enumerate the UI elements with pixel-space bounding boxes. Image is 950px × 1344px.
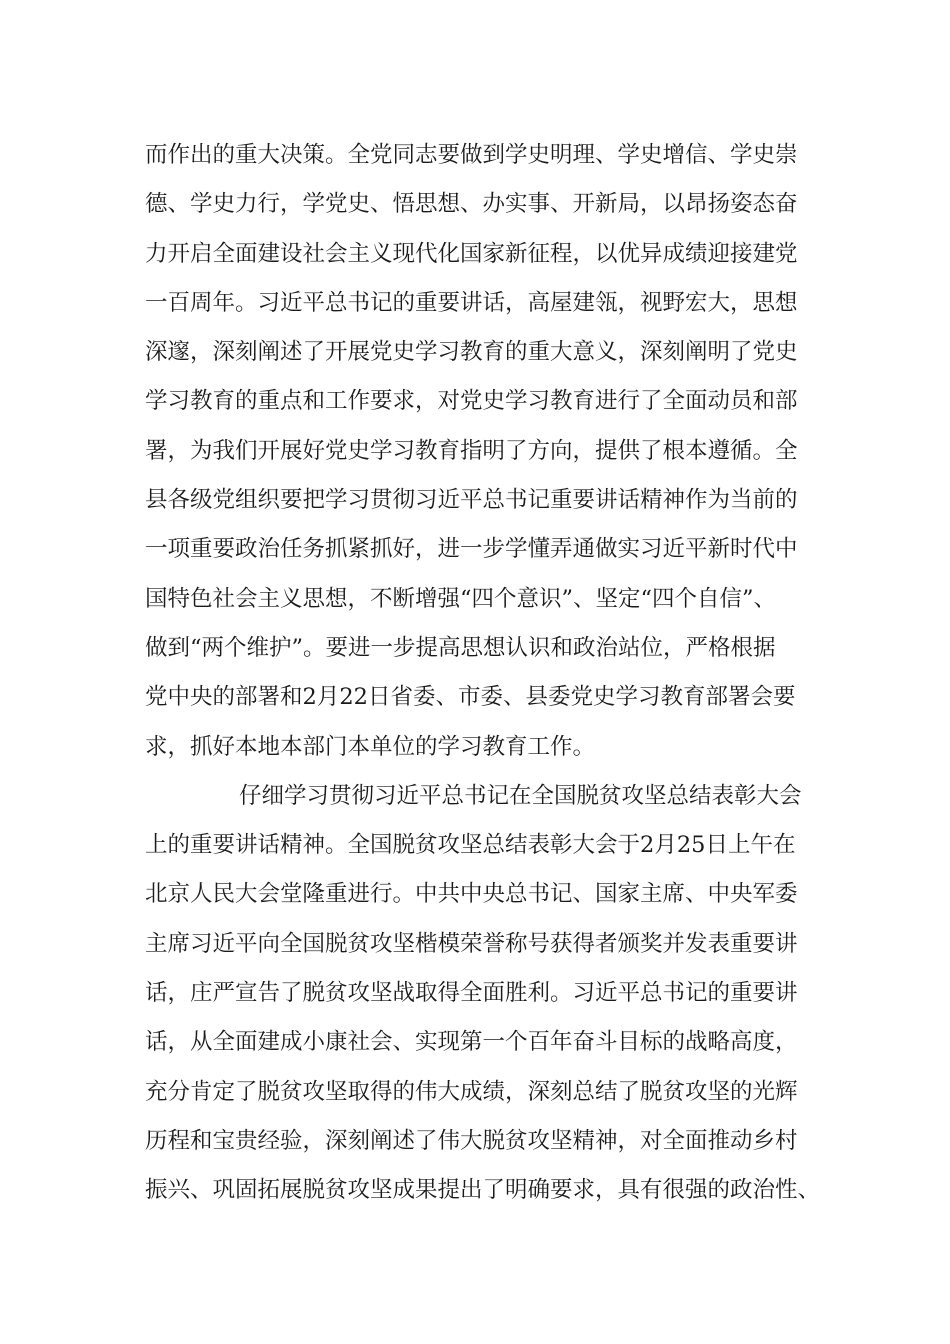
text-line: 力开启全面建设社会主义现代化国家新征程，以优异成绩迎接建党: [145, 240, 798, 267]
text-line: 深邃，深刻阐述了开展党史学习教育的重大意义，深刻阐明了党史: [145, 339, 798, 366]
text-line: 求，抓好本地本部门本单位的学习教育工作。: [145, 733, 596, 760]
text-line: 历程和宝贵经验，深刻阐述了伟大脱贫攻坚精神，对全面推动乡村: [145, 1127, 798, 1154]
paragraph: [145, 131, 825, 772]
text-line: 而作出的重大决策。全党同志要做到学史明理、学史增信、学史崇: [145, 142, 798, 168]
paragraph: [145, 772, 825, 1216]
text-line: 充分肯定了脱贫攻坚取得的伟大成绩，深刻总结了脱贫攻坚的光辉: [145, 1078, 798, 1105]
text-line: 县各级党组织要把学习贯彻习近平总书记重要讲话精神作为当前的: [145, 487, 798, 514]
text-line: 德、学史力行，学党史、悟思想、办实事、开新局，以昂扬姿态奋: [145, 191, 798, 218]
text-line: 振兴、巩固拓展脱贫攻坚成果提出了明确要求，具有很强的政治性、: [145, 1177, 821, 1204]
text-line: 做到“两个维护”。要进一步提高思想认识和政治站位，严格根据: [145, 634, 776, 661]
text-line: 仔细学习贯彻习近平总书记在全国脱贫攻坚总结表彰大会: [239, 782, 802, 809]
text-line: 北京人民大会堂隆重进行。中共中央总书记、国家主席、中央军委: [145, 881, 798, 908]
text-line: 话，庄严宣告了脱贫攻坚战取得全面胜利。习近平总书记的重要讲: [145, 980, 798, 1007]
text-line: 党中央的部署和2月22日省委、市委、县委党史学习教育部署会要: [145, 684, 796, 711]
text-line: 主席习近平向全国脱贫攻坚楷模荣誉称号获得者颁奖并发表重要讲: [145, 930, 798, 957]
text-line: 一百周年。习近平总书记的重要讲话，高屋建瓴，视野宏大，思想: [145, 289, 798, 316]
text-line: 一项重要政治任务抓紧抓好，进一步学懂弄通做实习近平新时代中: [145, 536, 798, 563]
text-line: 署，为我们开展好党史学习教育指明了方向，提供了根本遵循。全: [145, 437, 798, 464]
text-line: 国特色社会主义思想，不断增强“四个意识”、坚定“四个自信”、: [145, 585, 777, 612]
text-line: 话，从全面建成小康社会、实现第一个百年奋斗目标的战略高度，: [145, 1029, 798, 1056]
document-body: [145, 131, 825, 1216]
text-line: 学习教育的重点和工作要求，对党史学习教育进行了全面动员和部: [145, 388, 798, 415]
text-line: 上的重要讲话精神。全国脱贫攻坚总结表彰大会于2月25日上午在: [145, 832, 796, 859]
